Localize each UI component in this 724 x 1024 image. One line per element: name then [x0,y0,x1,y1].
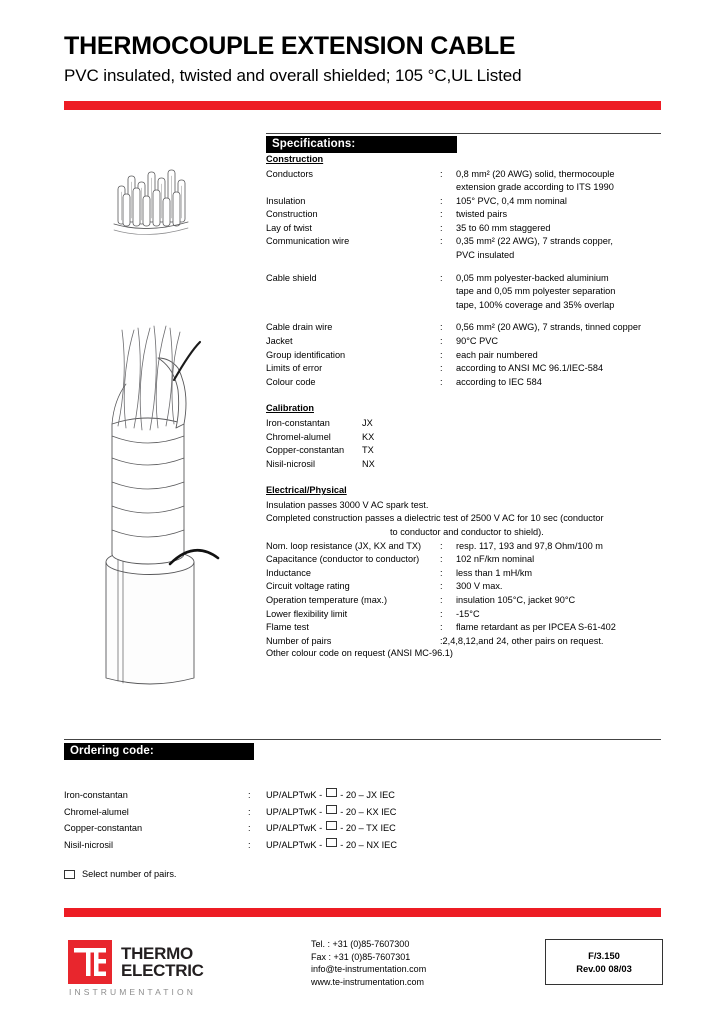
spec-row [266,349,676,363]
contact-email[interactable]: info@te-instrumentation.com [311,964,427,975]
ordering-label: Nisil-nicrosil [64,839,114,850]
spec-colon: : [440,554,443,565]
electrical-note: Completed construction passes a dielectric test of 2500 V AC for 10 sec (conductor [266,513,604,524]
spec-value: 102 nF/km nominal [456,554,535,565]
spec-value-cont: extension grade according to ITS 1990 [456,182,614,193]
colour-code-footnote: Other colour code on request (ANSI MC-96.1) [266,648,453,659]
spec-label: Jacket [266,336,293,347]
pairs-selection-box[interactable] [326,821,337,830]
spec-colon: : [440,195,443,206]
calibration-code: NX [362,458,375,469]
spec-value-cont: tape and 0,05 mm polyester separation [456,286,616,297]
spec-colon: : [440,222,443,233]
spec-label: Limits of error [266,363,323,374]
ordering-code-suffix: - 20 – JX IEC [337,790,395,800]
ordering-code [266,820,396,837]
spec-row [266,362,676,376]
page-title: THERMOCOUPLE EXTENSION CABLE [64,32,516,60]
spec-value: insulation 105°C, jacket 90°C [456,594,576,605]
spec-row [266,208,676,222]
logo-line-2: ELECTRIC [121,961,204,980]
spec-value: each pair numbered [456,349,538,360]
ordering-code [266,837,397,854]
ordering-heading: Ordering code: [64,743,254,760]
calibration-row [266,444,676,458]
calibration-code: KX [362,431,375,442]
ordering-code-prefix: UP/ALPTwK - [266,790,325,800]
spec-label: Lay of twist [266,222,312,233]
ordering-body [64,787,584,853]
contact-tel: Tel. : +31 (0)85-7607300 [311,939,410,949]
footer-accent-bar [64,908,661,917]
spec-label: Number of pairs [266,635,332,646]
ordering-code-suffix: - 20 – TX IEC [337,823,396,833]
spec-colon: : [440,594,443,605]
contact-block [311,938,426,988]
spec-top-rule [266,133,661,134]
ordering-colon: : [248,806,251,817]
select-pairs-note [64,869,176,879]
select-pairs-label: Select number of pairs. [82,869,177,879]
spec-colon: : [440,581,443,592]
ordering-code [266,804,396,821]
spec-value: according to IEC 584 [456,376,542,387]
spec-colon: : [440,567,443,578]
spec-row [266,335,676,349]
document-number: F/3.150 [588,950,620,961]
electrical-heading: Electrical/Physical [266,485,347,496]
spec-label: Circuit voltage rating [266,581,350,592]
calibration-heading: Calibration [266,403,314,414]
spec-value: 90°C PVC [456,336,498,347]
spec-colon: : [440,236,443,247]
header-accent-bar [64,101,661,110]
ordering-code-prefix: UP/ALPTwK - [266,806,325,817]
electrical-note-cont: to conductor and conductor to shield). [390,526,544,537]
spec-row [266,321,676,335]
ordering-colon: : [248,839,251,850]
ordering-label: Copper-constantan [64,823,143,833]
logo-line-1: THERMO [121,944,193,963]
spec-colon: : [440,336,443,347]
spec-value-cont: tape, 100% coverage and 35% overlap [456,299,615,310]
calibration-name: Nisil-nicrosil [266,458,316,469]
spec-colon: : [440,349,443,360]
spec-value: -15°C [456,608,480,619]
spec-row [266,376,676,390]
spec-row [266,222,676,236]
spec-colon: : [440,272,443,283]
ordering-code-suffix: - 20 – KX IEC [337,806,397,817]
spec-colon: : [440,608,443,619]
spec-row [266,553,676,567]
spec-label: Inductance [266,567,311,578]
ordering-row [64,820,584,837]
construction-heading: Construction [266,154,324,164]
spec-label: Communication wire [266,236,350,247]
electrical-note: Insulation passes 3000 V AC spark test. [266,499,429,510]
ordering-row [64,837,584,854]
spec-row-pairs [266,635,676,647]
spec-row [266,540,676,554]
ordering-row [64,787,584,804]
spec-colon: : [440,376,443,387]
revision-box [545,939,663,985]
pairs-selection-box[interactable] [326,788,337,797]
ordering-code-prefix: UP/ALPTwK - [266,839,325,850]
calibration-row [266,458,676,472]
spec-value: 300 V max. [456,581,503,592]
spec-colon: : [440,363,443,374]
pairs-selection-box[interactable] [64,870,75,879]
spec-colon: : [440,540,443,551]
spec-label: Lower flexibility limit [266,608,348,619]
spec-value: less than 1 mH/km [456,567,533,578]
spec-label: Nom. loop resistance (JX, KX and TX) [266,540,422,551]
contact-website[interactable]: www.te-instrumentation.com [311,976,425,987]
spec-value: :2,4,8,12,and 24, other pairs on request. [440,635,604,646]
page-subtitle: PVC insulated, twisted and overall shielded; 105 °C,UL Listed [64,66,522,85]
spec-value: according to ANSI MC 96.1/IEC-584 [456,363,604,374]
calibration-name: Copper-constantan [266,445,345,456]
spec-row [266,272,676,286]
spec-colon: : [440,209,443,220]
spec-value: 35 to 60 mm staggered [456,222,551,233]
calibration-code: TX [362,445,374,456]
spec-row [266,235,676,249]
spec-row [266,195,676,209]
spec-value: 0,56 mm² (20 AWG), 7 strands, tinned copper [456,322,642,333]
spec-row [266,567,676,581]
spec-label: Capacitance (conductor to conductor) [266,554,420,565]
calibration-row [266,431,676,445]
spec-row-cont [266,249,676,263]
spec-label: Flame test [266,622,309,633]
spec-label: Insulation [266,195,306,206]
spec-label: Operation temperature (max.) [266,594,388,605]
ordering-top-rule [64,739,661,740]
spec-label: Group identification [266,349,346,360]
spec-row [266,621,676,635]
spec-row [266,580,676,594]
ordering-code [266,787,395,804]
spec-value: twisted pairs [456,209,508,220]
company-logo [68,940,204,997]
ordering-label: Chromel-alumel [64,806,129,817]
cable-cutaway-illustration [78,162,258,687]
specifications-heading: Specifications: [266,136,457,153]
contact-fax: Fax : +31 (0)85-7607301 [311,951,411,962]
spec-label: Cable shield [266,272,317,283]
spec-row [266,608,676,622]
spec-row-cont [266,299,676,313]
spec-row-cont [266,181,676,195]
spec-row-cont [266,285,676,299]
ordering-code-prefix: UP/ALPTwK - [266,823,325,833]
logo-tagline: INSTRUMENTATION [69,987,196,997]
spec-label: Colour code [266,376,316,387]
spec-value: flame retardant as per IPCEA S-61-402 [456,622,616,633]
spec-value-cont: PVC insulated [456,250,515,261]
ordering-label: Iron-constantan [64,790,128,800]
ordering-colon: : [248,790,251,800]
calibration-row [266,417,676,431]
spec-colon: : [440,168,443,179]
calibration-code: JX [362,417,373,428]
specifications-body [266,153,676,660]
spec-row [266,168,676,182]
pairs-selection-box[interactable] [326,805,337,814]
spec-value: 0,05 mm polyester-backed aluminium [456,272,609,283]
spec-label: Conductors [266,168,313,179]
spec-row [266,594,676,608]
calibration-name: Chromel-alumel [266,431,331,442]
spec-colon: : [440,622,443,633]
revision-date: Rev.00 08/03 [576,963,632,974]
spec-label: Construction [266,209,318,220]
spec-value: 0,8 mm² (20 AWG) solid, thermocouple [456,168,615,179]
spec-value: 105° PVC, 0,4 mm nominal [456,195,567,206]
pairs-selection-box[interactable] [326,838,337,847]
spec-label: Cable drain wire [266,322,333,333]
ordering-colon: : [248,823,251,833]
ordering-code-suffix: - 20 – NX IEC [337,839,397,850]
te-monogram-icon [68,940,112,984]
ordering-row [64,804,584,821]
calibration-name: Iron-constantan [266,417,330,428]
spec-value: 0,35 mm² (22 AWG), 7 strands copper, [456,236,613,247]
spec-value: resp. 117, 193 and 97,8 Ohm/100 m [456,540,603,551]
spec-colon: : [440,322,443,333]
